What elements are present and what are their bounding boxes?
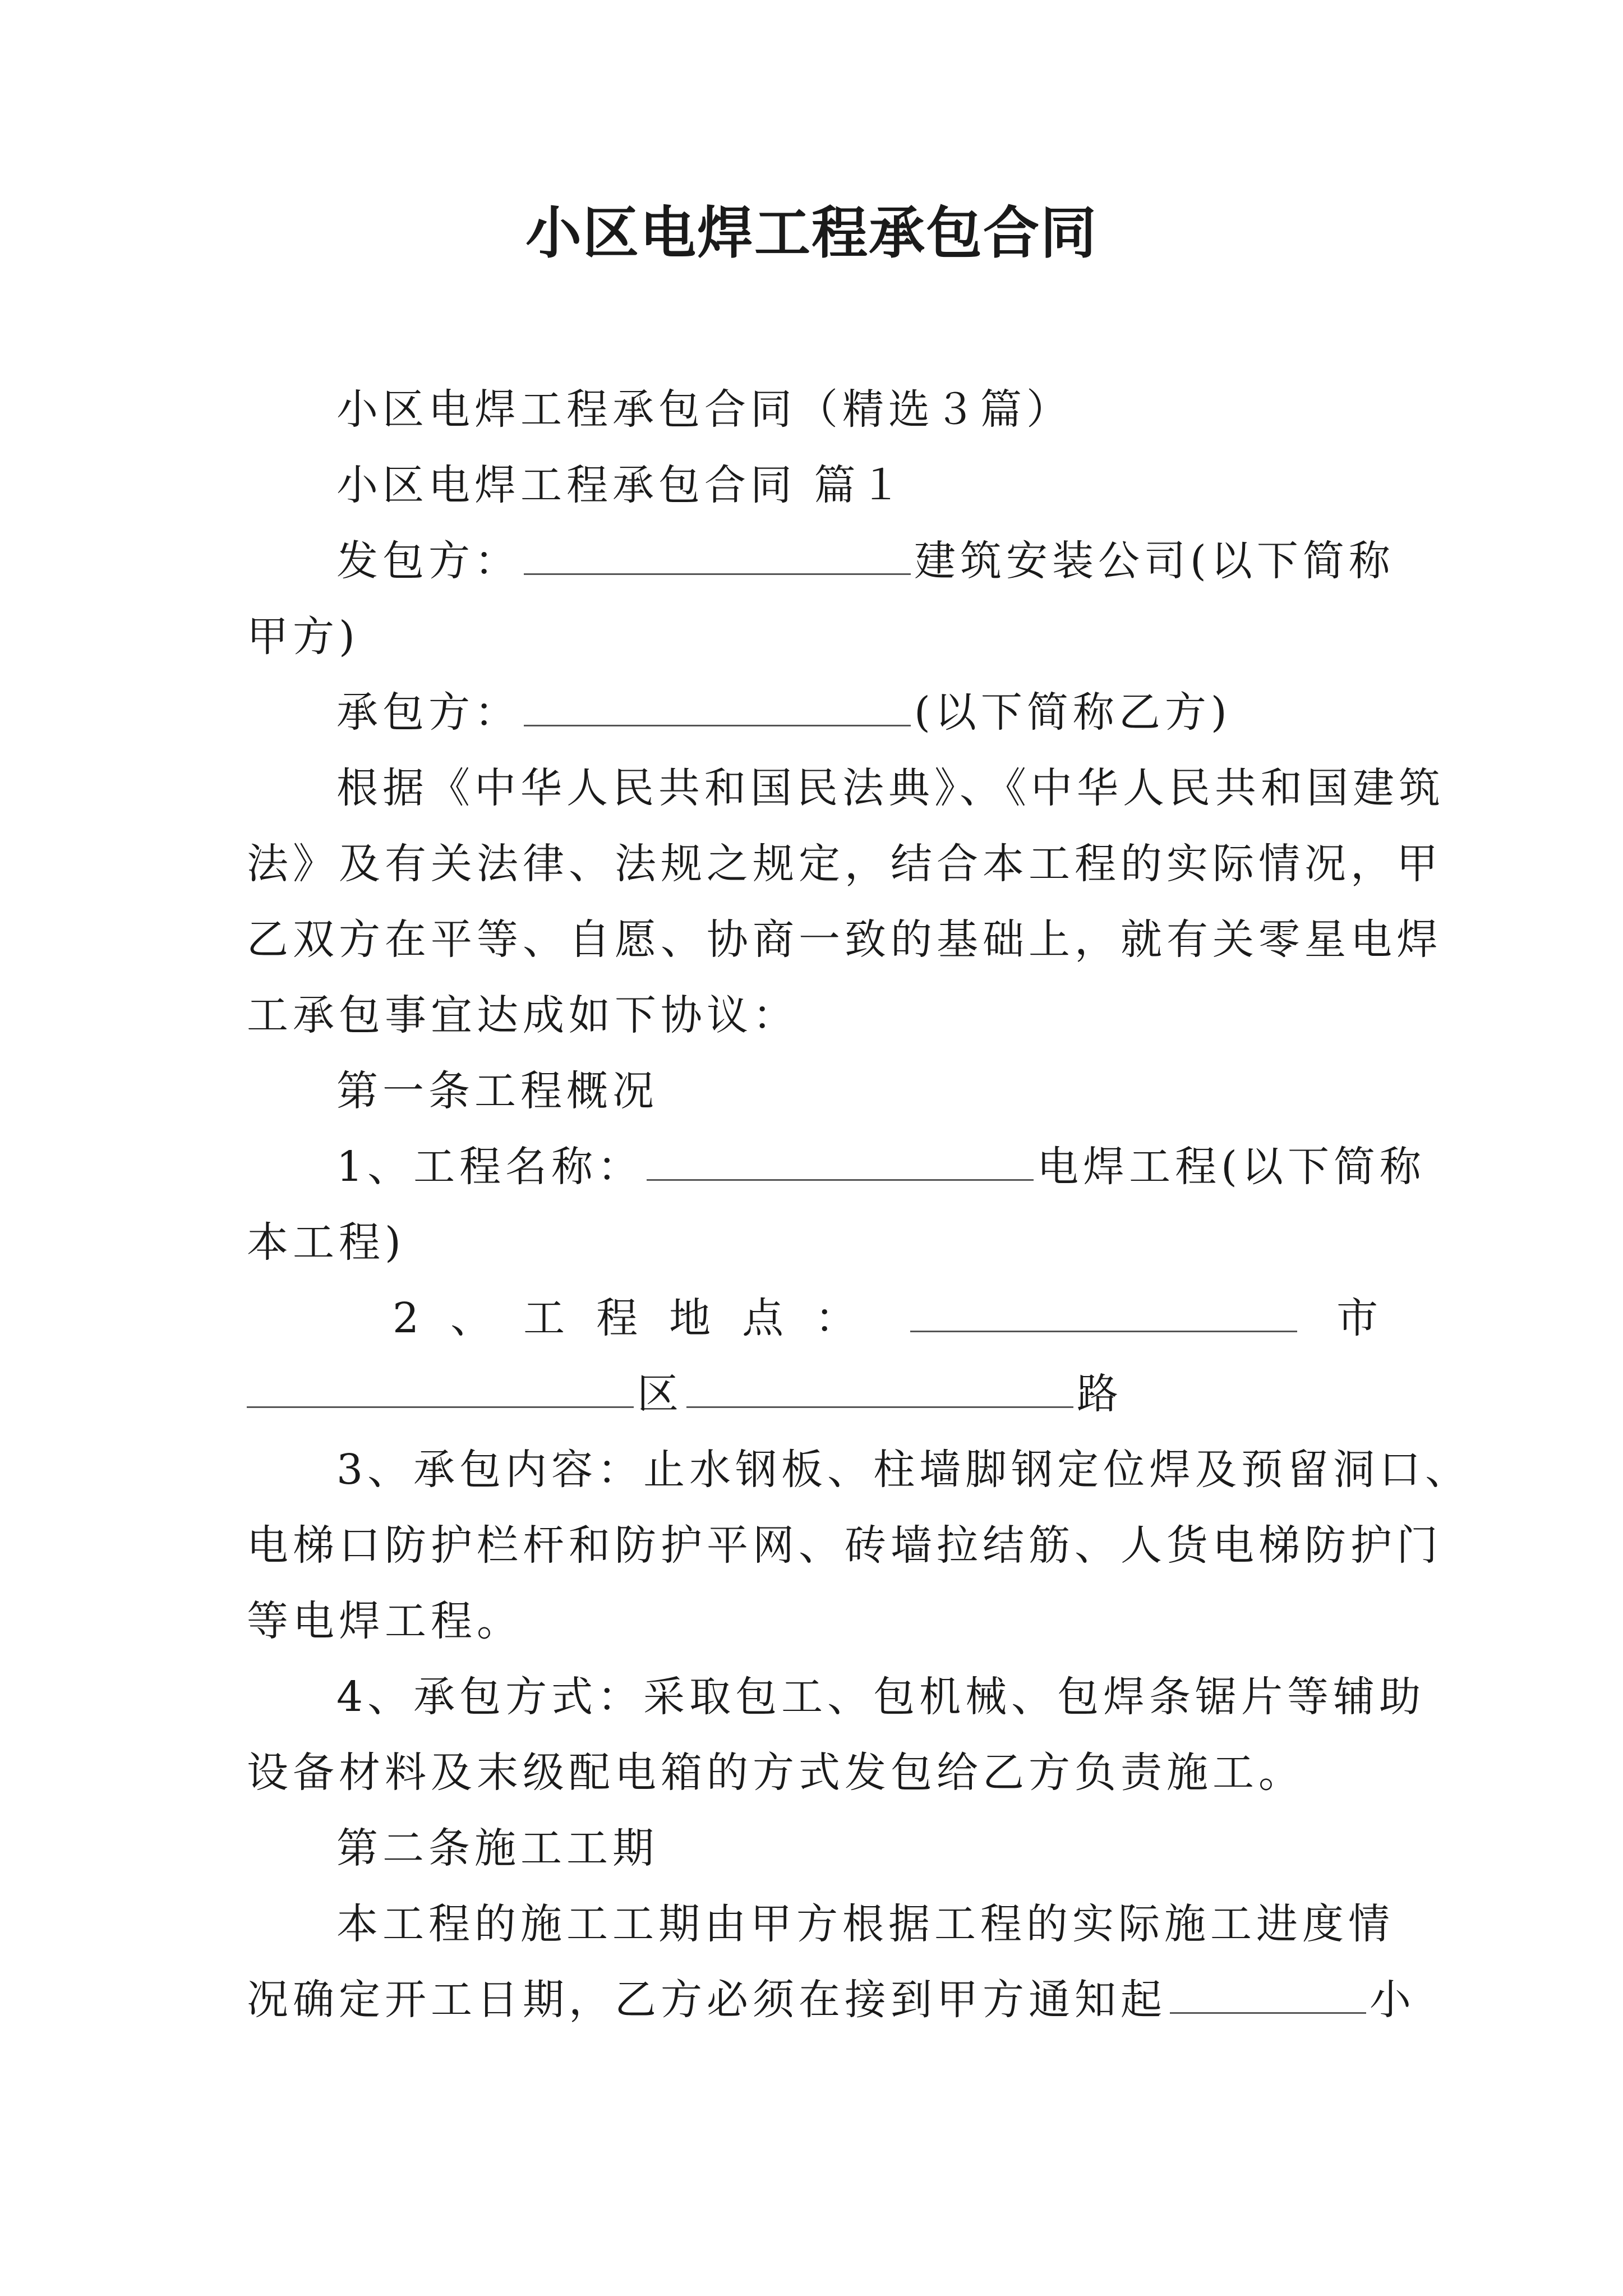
item1-cont: 本工程) [247,1218,405,1267]
hours-blank [1170,1973,1366,2014]
item1-label: 1、工程名称： [336,1143,644,1191]
employer-suffix: 建筑安装公司(以下简称 [914,537,1395,585]
contractor-label: 承包方： [336,688,520,737]
contractor-line [336,684,1232,740]
article2-line-last [247,1972,1415,2028]
employer-label: 发包方： [336,537,520,585]
preamble-line: 乙双方在平等、自愿、协商一致的基础上，就有关零星电焊 [247,915,1442,964]
item3-line: 等电焊工程。 [247,1597,523,1645]
employer-cont: 甲方) [247,613,359,661]
contractor-suffix: (以下简称乙方) [914,688,1232,737]
contractor-blank [524,685,911,726]
item2-label: 2、工程地点： [393,1294,888,1342]
item2-line [393,1290,1382,1346]
article1-heading: 第一条工程概况 [336,1067,658,1115]
subtitle: 小区电焊工程承包合同（精选３篇） [336,385,1072,434]
item2-district: 区 [637,1370,683,1418]
item4-line: 4、承包方式：采取包工、包机械、包焊条锯片等辅助 [336,1673,1426,1721]
document-title: 小区电焊工程承包合同 [525,200,1098,266]
preamble-line: 根据《中华人民共和国民法典》、《中华人民共和国建筑 [336,764,1445,812]
item2-cont [247,1366,1123,1422]
project-name-blank [647,1140,1034,1181]
article2-line: 本工程的施工工期由甲方根据工程的实际施工进度情 [336,1900,1394,1948]
item1-suffix: 电焊工程(以下简称 [1037,1143,1426,1191]
road-blank [686,1367,1073,1408]
district-blank [247,1367,634,1408]
article2-heading: 第二条施工工期 [336,1824,658,1872]
item4-line: 设备材料及末级配电箱的方式发包给乙方负责施工。 [247,1749,1304,1797]
item3-line: 3、承包内容：止水钢板、柱墙脚钢定位焊及预留洞口、 [336,1446,1472,1494]
part-heading: 小区电焊工程承包合同 篇１ [336,461,906,509]
preamble-line: 工承包事宜达成如下协议： [247,991,799,1039]
item1-line [336,1139,1426,1195]
employer-line [336,533,1395,589]
employer-blank [524,534,911,575]
preamble-line: 法》及有关法律、法规之规定，结合本工程的实际情况，甲 [247,840,1442,888]
article2-line-text: 况确定开工日期，乙方必须在接到甲方通知起 [247,1976,1166,2024]
city-blank [910,1291,1297,1332]
item3-line: 电梯口防护栏杆和防护平网、砖墙拉结筋、人货电梯防护门 [247,1521,1442,1570]
item2-road: 路 [1077,1370,1123,1418]
article2-tail: 小 [1370,1976,1415,2024]
item2-city: 市 [1336,1294,1383,1342]
